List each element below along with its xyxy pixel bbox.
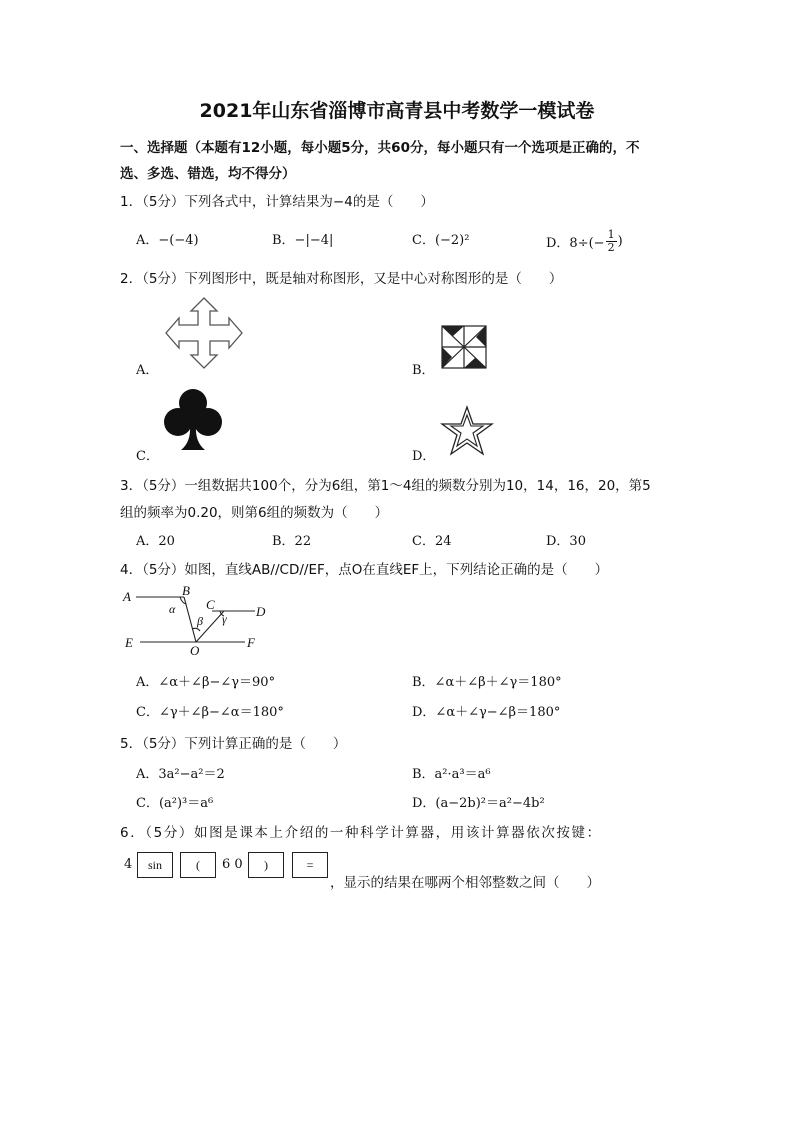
q1-option-c: C．(−2)² bbox=[412, 233, 470, 248]
label-alpha: α bbox=[169, 602, 176, 616]
q2-option-b: B． bbox=[412, 363, 435, 378]
q6-digit-4: 4 bbox=[124, 857, 133, 872]
q5-option-c: C．(a²)³＝a⁶ bbox=[136, 796, 214, 811]
q5-option-a: A．3a²−a²＝2 bbox=[136, 767, 225, 782]
key-sin: sin bbox=[137, 852, 173, 878]
q1-option-d-suffix: ) bbox=[617, 234, 623, 249]
key-open-paren: ( bbox=[180, 852, 216, 878]
q6-digits-60: 6 0 bbox=[222, 857, 243, 872]
q1-option-a: A．−(−4) bbox=[136, 233, 199, 248]
q4-option-b: B．∠α＋∠β＋∠γ＝180° bbox=[412, 675, 562, 690]
q4-option-d: D．∠α＋∠γ−∠β＝180° bbox=[412, 705, 561, 720]
label-d: D bbox=[256, 604, 266, 619]
key-equals: = bbox=[292, 852, 328, 878]
key-close-paren: ) bbox=[248, 852, 284, 878]
q6-stem: 6．（5分）如图是课本上介绍的一种科学计算器，用该计算器依次按键： bbox=[120, 825, 602, 841]
q4-stem: 4．（5分）如图，直线AB//CD//EF，点O在直线EF上，下列结论正确的是（ ） bbox=[120, 562, 609, 578]
label-beta: β bbox=[197, 614, 203, 628]
label-e: E bbox=[125, 635, 133, 650]
q5-option-b: B．a²·a³＝a⁶ bbox=[412, 767, 491, 782]
club-suit-icon bbox=[163, 388, 223, 452]
page-title: 2021年山东省淄博市高青县中考数学一模试卷 bbox=[199, 100, 595, 122]
four-way-arrow-icon bbox=[165, 297, 243, 369]
q1-stem: 1．（5分）下列各式中，计算结果为−4的是（ ） bbox=[120, 194, 434, 210]
pinwheel-icon bbox=[441, 325, 487, 369]
label-c: C bbox=[206, 597, 215, 612]
section-heading-line1: 一、选择题（本题有12小题，每小题5分，共60分，每小题只有一个选项是正确的，不 bbox=[120, 140, 640, 156]
label-o: O bbox=[190, 643, 200, 658]
q6-tail: ，显示的结果在哪两个相邻整数之间（ ） bbox=[330, 875, 600, 891]
q3-option-a: A．20 bbox=[136, 534, 175, 549]
q2-stem: 2．（5分）下列图形中，既是轴对称图形，又是中心对称图形的是（ ） bbox=[120, 271, 563, 287]
parallel-lines-diagram bbox=[120, 583, 280, 658]
q2-option-d: D． bbox=[412, 449, 436, 464]
q1-option-d bbox=[546, 229, 623, 254]
q5-stem: 5．（5分）下列计算正确的是（ ） bbox=[120, 736, 347, 752]
q2-option-a: A． bbox=[136, 363, 159, 378]
label-gamma: γ bbox=[222, 612, 227, 626]
q3-option-d: D．30 bbox=[546, 534, 586, 549]
q3-option-c: C．24 bbox=[412, 534, 452, 549]
q3-stem-line2: 组的频率为0.20，则第6组的频数为（ ） bbox=[120, 505, 389, 521]
section-heading-line2: 选、多选、错选，均不得分） bbox=[120, 166, 296, 182]
label-f: F bbox=[247, 635, 255, 650]
fraction-numerator: 1 bbox=[607, 228, 615, 241]
q4-option-a: A．∠α＋∠β−∠γ＝90° bbox=[136, 675, 276, 690]
q3-option-b: B．22 bbox=[272, 534, 312, 549]
label-a: A bbox=[123, 589, 131, 604]
fraction bbox=[606, 229, 617, 254]
label-b: B bbox=[182, 583, 190, 598]
q3-stem-line1: 3．（5分）一组数据共100个，分为6组，第1～4组的频数分别为10，14，16，20，第5 bbox=[120, 478, 651, 494]
double-star-icon bbox=[440, 406, 494, 456]
q5-option-d: D．(a−2b)²＝a²−4b² bbox=[412, 796, 545, 811]
fraction-denominator: 2 bbox=[607, 241, 615, 254]
q2-option-c: C． bbox=[136, 449, 159, 464]
q1-option-b: B．−|−4| bbox=[272, 233, 334, 248]
q1-option-d-prefix: D．8÷(− bbox=[546, 236, 605, 251]
q4-option-c: C．∠γ＋∠β−∠α＝180° bbox=[136, 705, 284, 720]
